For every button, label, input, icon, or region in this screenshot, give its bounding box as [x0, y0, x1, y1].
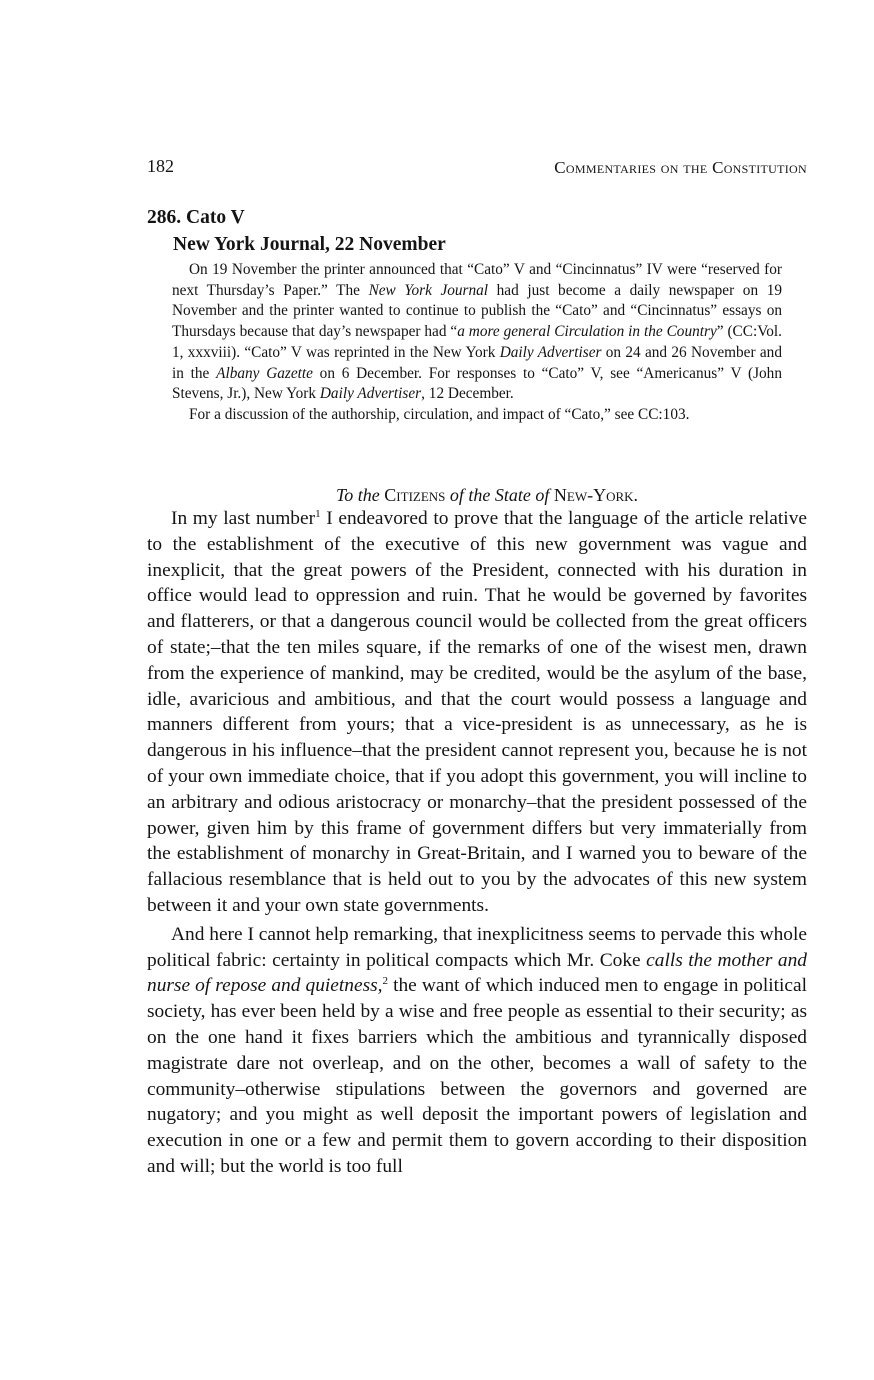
headnote-paragraph — [172, 260, 782, 405]
headnote-italic: Daily Advertiser — [499, 343, 602, 361]
headnote-italic: Albany Gazette — [216, 364, 313, 382]
essay-paragraph — [147, 506, 807, 919]
headnote-italic: a more general Circulation in the Country — [457, 323, 717, 341]
essay-text: I endeavored to prove that the language of the article relative to the establishment of the executive of this new government was vague and inexplicit, that the great powers of the President, connected with his duration in office would lead to oppression and ruin. That he would be governed by favorites and flatterers, or that a dangerous council would be collected from the great officers of state;–that the ten miles square, if the remarks of one of the wisest men, drawn from the experience of mankind, may be credited, would be the asylum of the base, idle, avaricious and ambitious, and that the court would possess a language and manners different from yours; that a vice-president is as unnecessary, as he is dangerous in his influence–that the president cannot represent you, because he is not of your own immediate choice, that if you adopt this government, you will incline to an arbitrary and odious aristocracy or monarchy–that the president possessed of the power, given him by this frame of government differs but very immaterially from the establishment of monarchy in Great-Britain, and I warned you to beware of the fallacious resemblance that is held out to you by the advocates of this new system between it and your own state governments. — [147, 508, 807, 916]
address-line — [147, 485, 807, 506]
footnote-marker[interactable]: 1 — [315, 508, 321, 520]
headnote-paragraph: For a discussion of the authorship, circulation, and impact of “Cato,” see CC:103. — [189, 405, 690, 423]
headnote-italic: Daily Advertiser — [319, 385, 422, 403]
running-header — [147, 156, 807, 180]
headnote-italic: New York Journal — [368, 281, 489, 299]
address-word: of the State of — [449, 485, 550, 505]
headnote-text: On 19 November the printer announced that “Cato” V and “Cincinnatus” IV were “reserved for next Thursday’s Paper.” The — [172, 261, 782, 299]
address-word: Citizens — [384, 485, 446, 505]
address-word: To the — [335, 485, 380, 505]
document-subtitle: New York Journal, 22 November — [173, 234, 446, 255]
page-number: 182 — [147, 156, 174, 176]
essay-paragraph — [147, 922, 807, 1180]
headnote-text: had just become a daily newspaper on 19 November and the printer wanted to continue to publish the “Cato” and “Cincinnatus” essays on Thursdays because that day’s newspaper had “ — [172, 281, 782, 341]
address-word: New-York. — [553, 485, 639, 505]
essay-text: And here I cannot help remarking, that inexplicitness seems to pervade this whole political fabric: certainty in political compacts which Mr. Coke — [147, 923, 807, 971]
essay-italic: calls the mother and nurse of repose and quietness, — [147, 949, 807, 997]
headnote-text: on 24 and 26 November and in the — [172, 343, 782, 382]
running-title: Commentaries on the Constitution — [554, 158, 807, 177]
document-number-title: 286. Cato V — [147, 207, 245, 228]
essay-text: In my last number — [171, 508, 316, 529]
document-heading — [147, 204, 807, 258]
headnote-text: , 12 December. — [421, 385, 514, 403]
essay-body — [147, 506, 807, 1180]
headnote-text: on 6 December. For responses to “Cato” V, see “Americanus” V (John Stevens, Jr.), New York — [172, 364, 782, 403]
essay-text: the want of which induced men to engage in political society, has ever been held by a wise and free people as essential to their security; as on the one hand it fixes barriers which the ambitious and tyrannically disposed magistrate dare not overleap, and on the other, becomes a wall of safety to the community–otherwise stipulations between the governors and governed are nugatory; and you might as well deposit the important powers of legislation and execution in one or a few and permit them to govern according to their disposition and will; but the world is too full — [147, 975, 808, 1177]
editorial-headnote — [172, 260, 782, 426]
headnote-text: ” (CC:Vol. 1, xxxviii). “Cato” V was reprinted in the New York — [172, 323, 782, 361]
footnote-marker[interactable]: 2 — [382, 975, 389, 988]
